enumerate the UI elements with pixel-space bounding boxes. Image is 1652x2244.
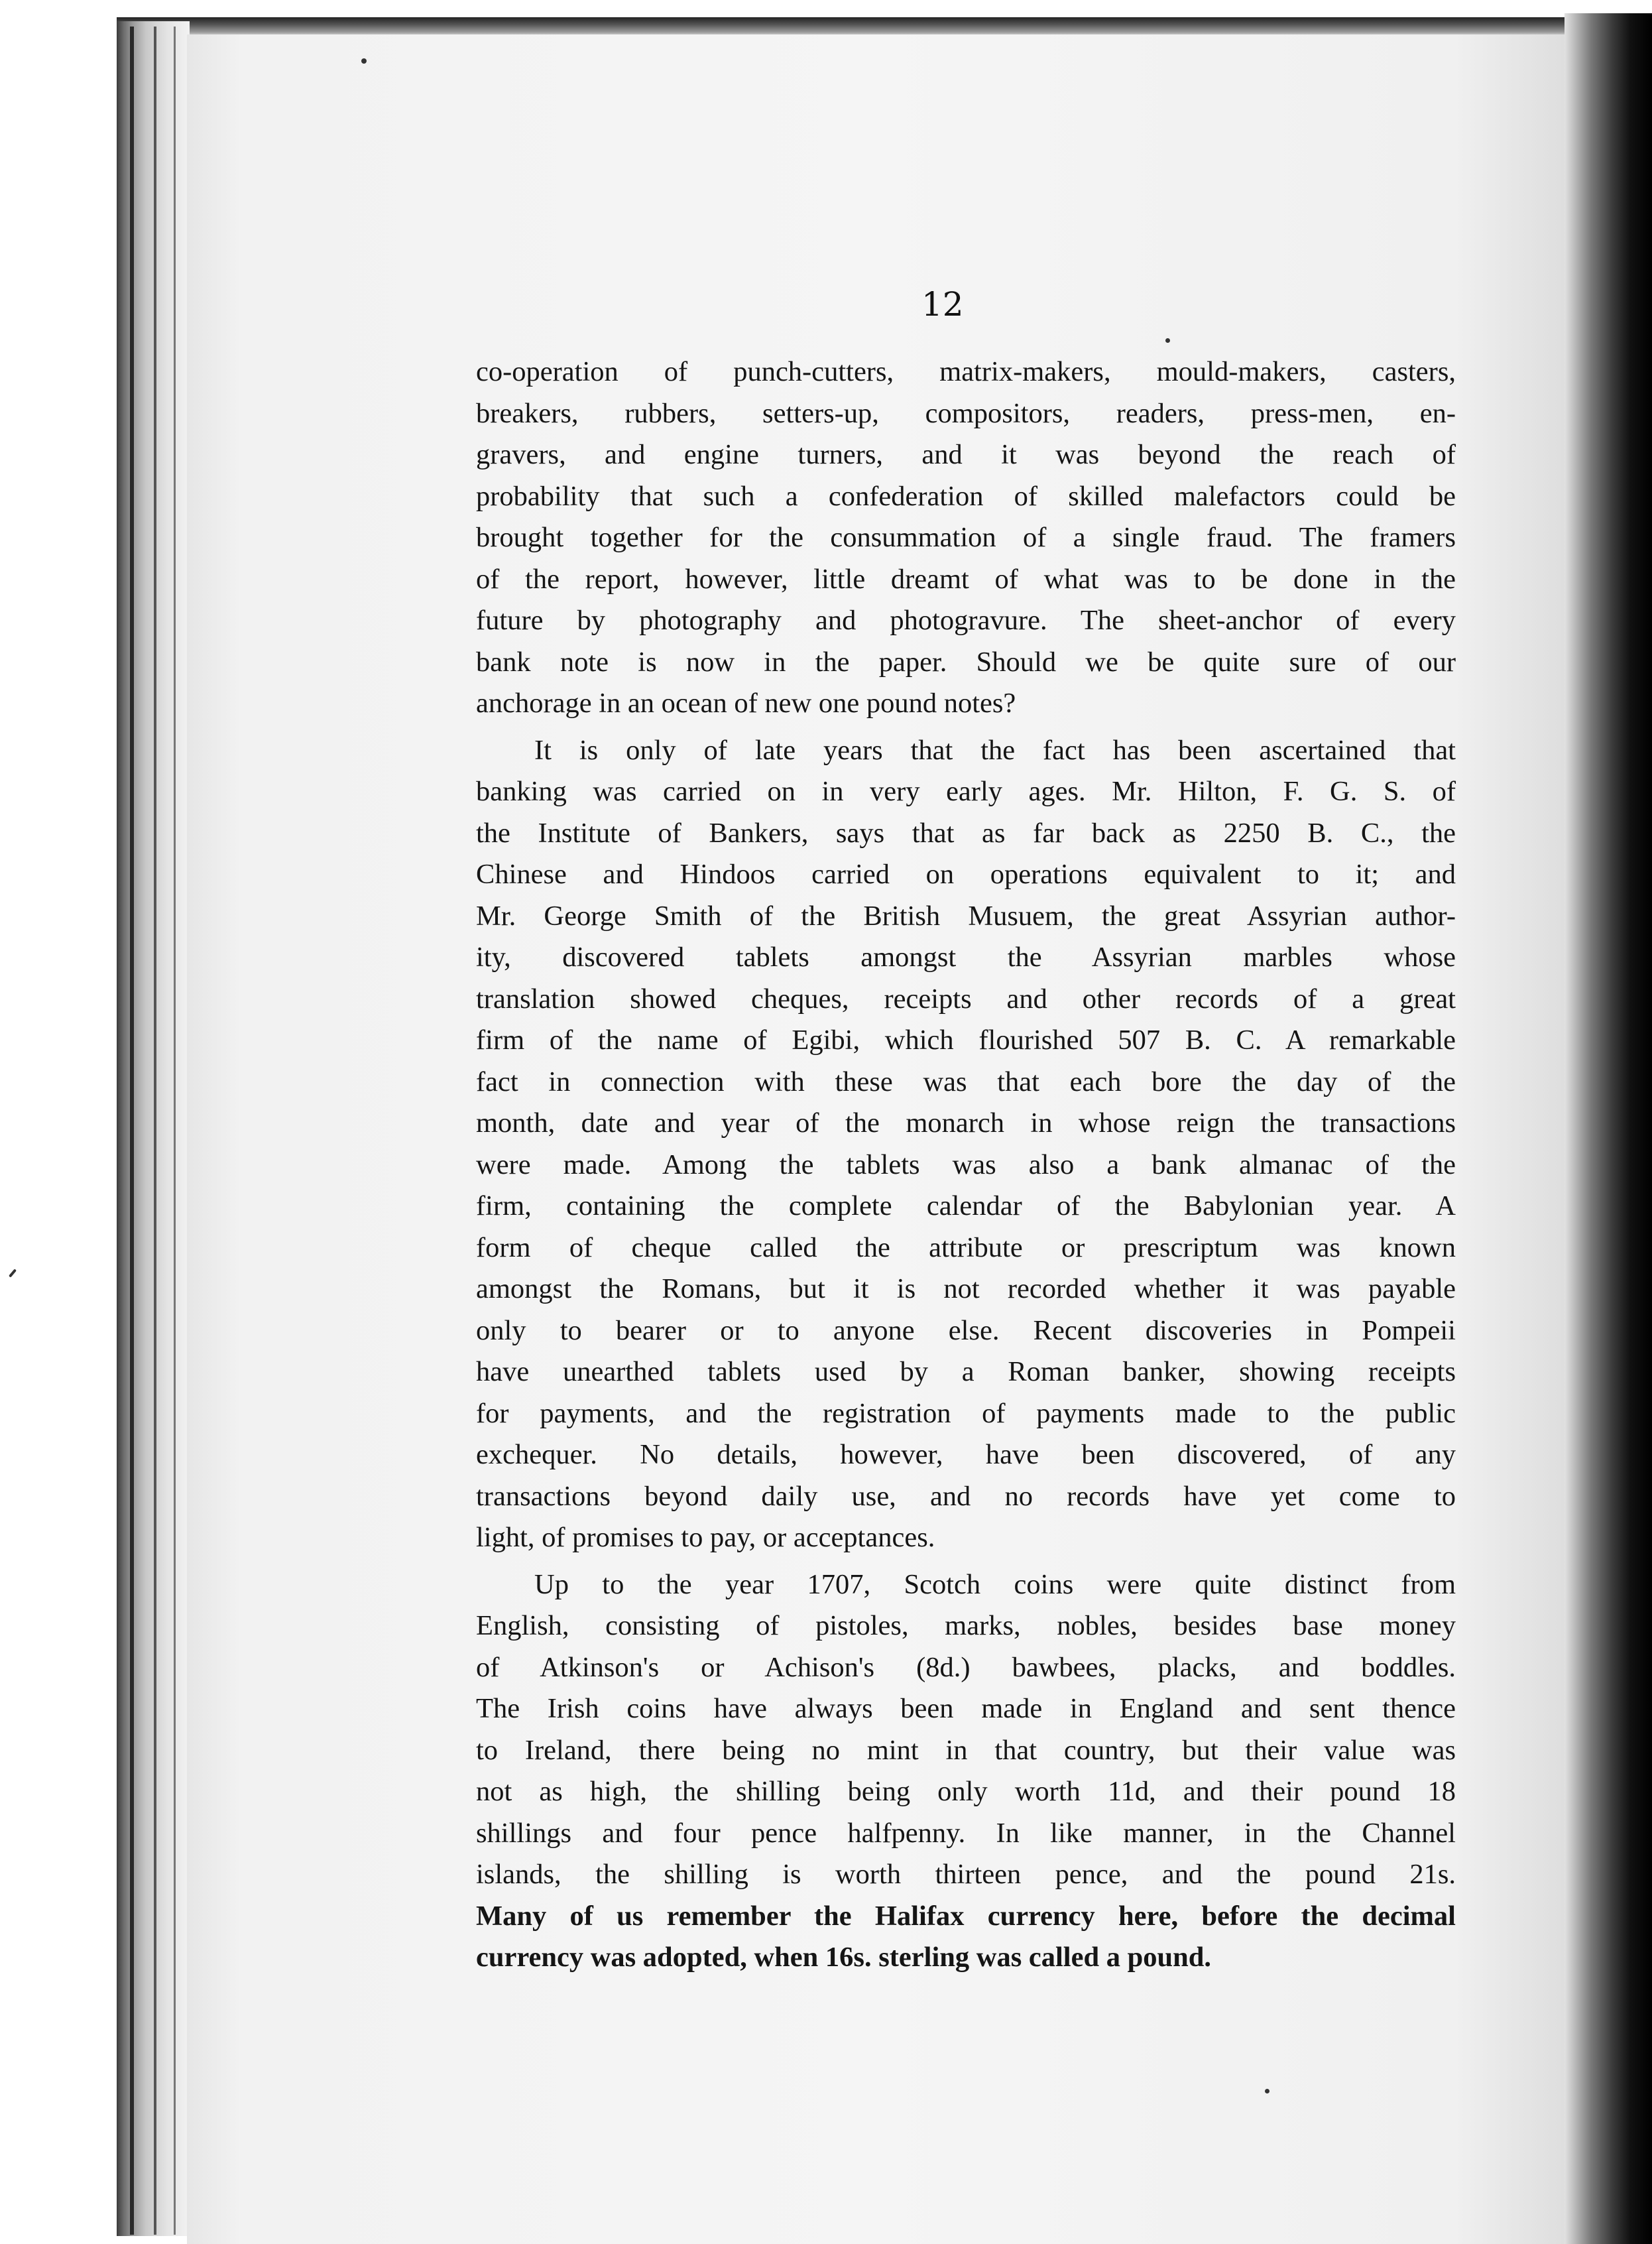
text-line: anchorage in an ocean of new one pound notes?: [476, 688, 1016, 719]
text-line: have unearthed tablets used by a Roman banker, showing receipts: [476, 1356, 1456, 1387]
text-line: ity, discovered tablets amongst the Assyrian marbles whose: [476, 942, 1456, 973]
speck: [9, 1269, 17, 1277]
binding-line: [130, 27, 134, 2235]
text-line: Up to the year 1707, Scotch coins were quite distinct from: [534, 1568, 1456, 1600]
text-line: currency was adopted, when 16s. sterling was called a pound.: [476, 1942, 1212, 1973]
text-line: to Ireland, there being no mint in that country, but their value was: [476, 1734, 1456, 1766]
text-line: breakers, rubbers, setters-up, compositors, readers, press-men, en-: [476, 397, 1456, 429]
binding-shadow: [117, 21, 190, 2236]
right-edge-shadow: [1564, 13, 1652, 2244]
binding-line: [154, 27, 156, 2235]
text-line: bank note is now in the paper. Should we be quite sure of our: [476, 646, 1456, 678]
speck: [1165, 338, 1170, 343]
body-text: [476, 351, 1456, 1979]
binding-line: [174, 27, 176, 2235]
text-line: islands, the shilling is worth thirteen pence, and the pound 21s.: [476, 1859, 1456, 1890]
text-line: probability that such a confederation of skilled malefactors could be: [476, 480, 1456, 512]
paragraph: [476, 1564, 1456, 1979]
text-line: translation showed cheques, receipts and other records of a great: [476, 983, 1456, 1015]
text-line: firm, containing the complete calendar of the Babylonian year. A: [476, 1190, 1456, 1221]
text-line: co-operation of punch-cutters, matrix-makers, mould-makers, casters,: [476, 356, 1456, 387]
text-line: transactions beyond daily use, and no records have yet come to: [476, 1480, 1456, 1512]
text-line: amongst the Romans, but it is not recorded whether it was payable: [476, 1273, 1456, 1304]
text-line: Mr. George Smith of the British Musuem, the great Assyrian author-: [476, 900, 1456, 932]
text-line: not as high, the shilling being only worth 11d, and their pound 18: [476, 1776, 1456, 1807]
text-line: firm of the name of Egibi, which flourished 507 B. C. A remarkable: [476, 1025, 1456, 1056]
text-line: Many of us remember the Halifax currency here, before the decimal: [476, 1900, 1456, 1932]
text-line: English, consisting of pistoles, marks, nobles, besides base money: [476, 1610, 1456, 1641]
page-number: 12: [921, 285, 964, 324]
text-line: form of cheque called the attribute or prescriptum was known: [476, 1231, 1456, 1263]
text-line: were made. Among the tablets was also a bank almanac of the: [476, 1149, 1456, 1180]
paragraph: [476, 730, 1456, 1559]
text-line: the Institute of Bankers, says that as far back as 2250 B. C., the: [476, 817, 1456, 849]
paragraph: [476, 351, 1456, 725]
text-line: future by photography and photogravure. The sheet-anchor of every: [476, 605, 1456, 636]
text-line: light, of promises to pay, or acceptances.: [476, 1522, 935, 1553]
speck: [1265, 2089, 1269, 2093]
text-line: shillings and four pence halfpenny. In like manner, in the Channel: [476, 1817, 1456, 1849]
text-line: banking was carried on in very early ages. Mr. Hilton, F. G. S. of: [476, 776, 1456, 807]
text-line: gravers, and engine turners, and it was beyond the reach of: [476, 439, 1456, 470]
top-edge-shadow: [117, 17, 1575, 36]
text-line: fact in connection with these was that each bore the day of the: [476, 1066, 1456, 1097]
text-line: for payments, and the registration of payments made to the public: [476, 1397, 1456, 1429]
text-line: of the report, however, little dreamt of what was to be done in the: [476, 563, 1456, 595]
text-line: month, date and year of the monarch in whose reign the transactions: [476, 1107, 1456, 1139]
speck: [361, 58, 367, 64]
text-line: It is only of late years that the fact has been ascertained that: [534, 734, 1456, 766]
text-line: brought together for the consummation of a single fraud. The framers: [476, 522, 1456, 553]
text-line: of Atkinson's or Achison's (8d.) bawbees, placks, and boddles.: [476, 1651, 1456, 1683]
text-line: exchequer. No details, however, have been discovered, of any: [476, 1439, 1456, 1470]
text-line: The Irish coins have always been made in England and sent thence: [476, 1693, 1456, 1724]
text-line: only to bearer or to anyone else. Recent discoveries in Pompeii: [476, 1314, 1456, 1346]
text-line: Chinese and Hindoos carried on operations equivalent to it; and: [476, 859, 1456, 890]
